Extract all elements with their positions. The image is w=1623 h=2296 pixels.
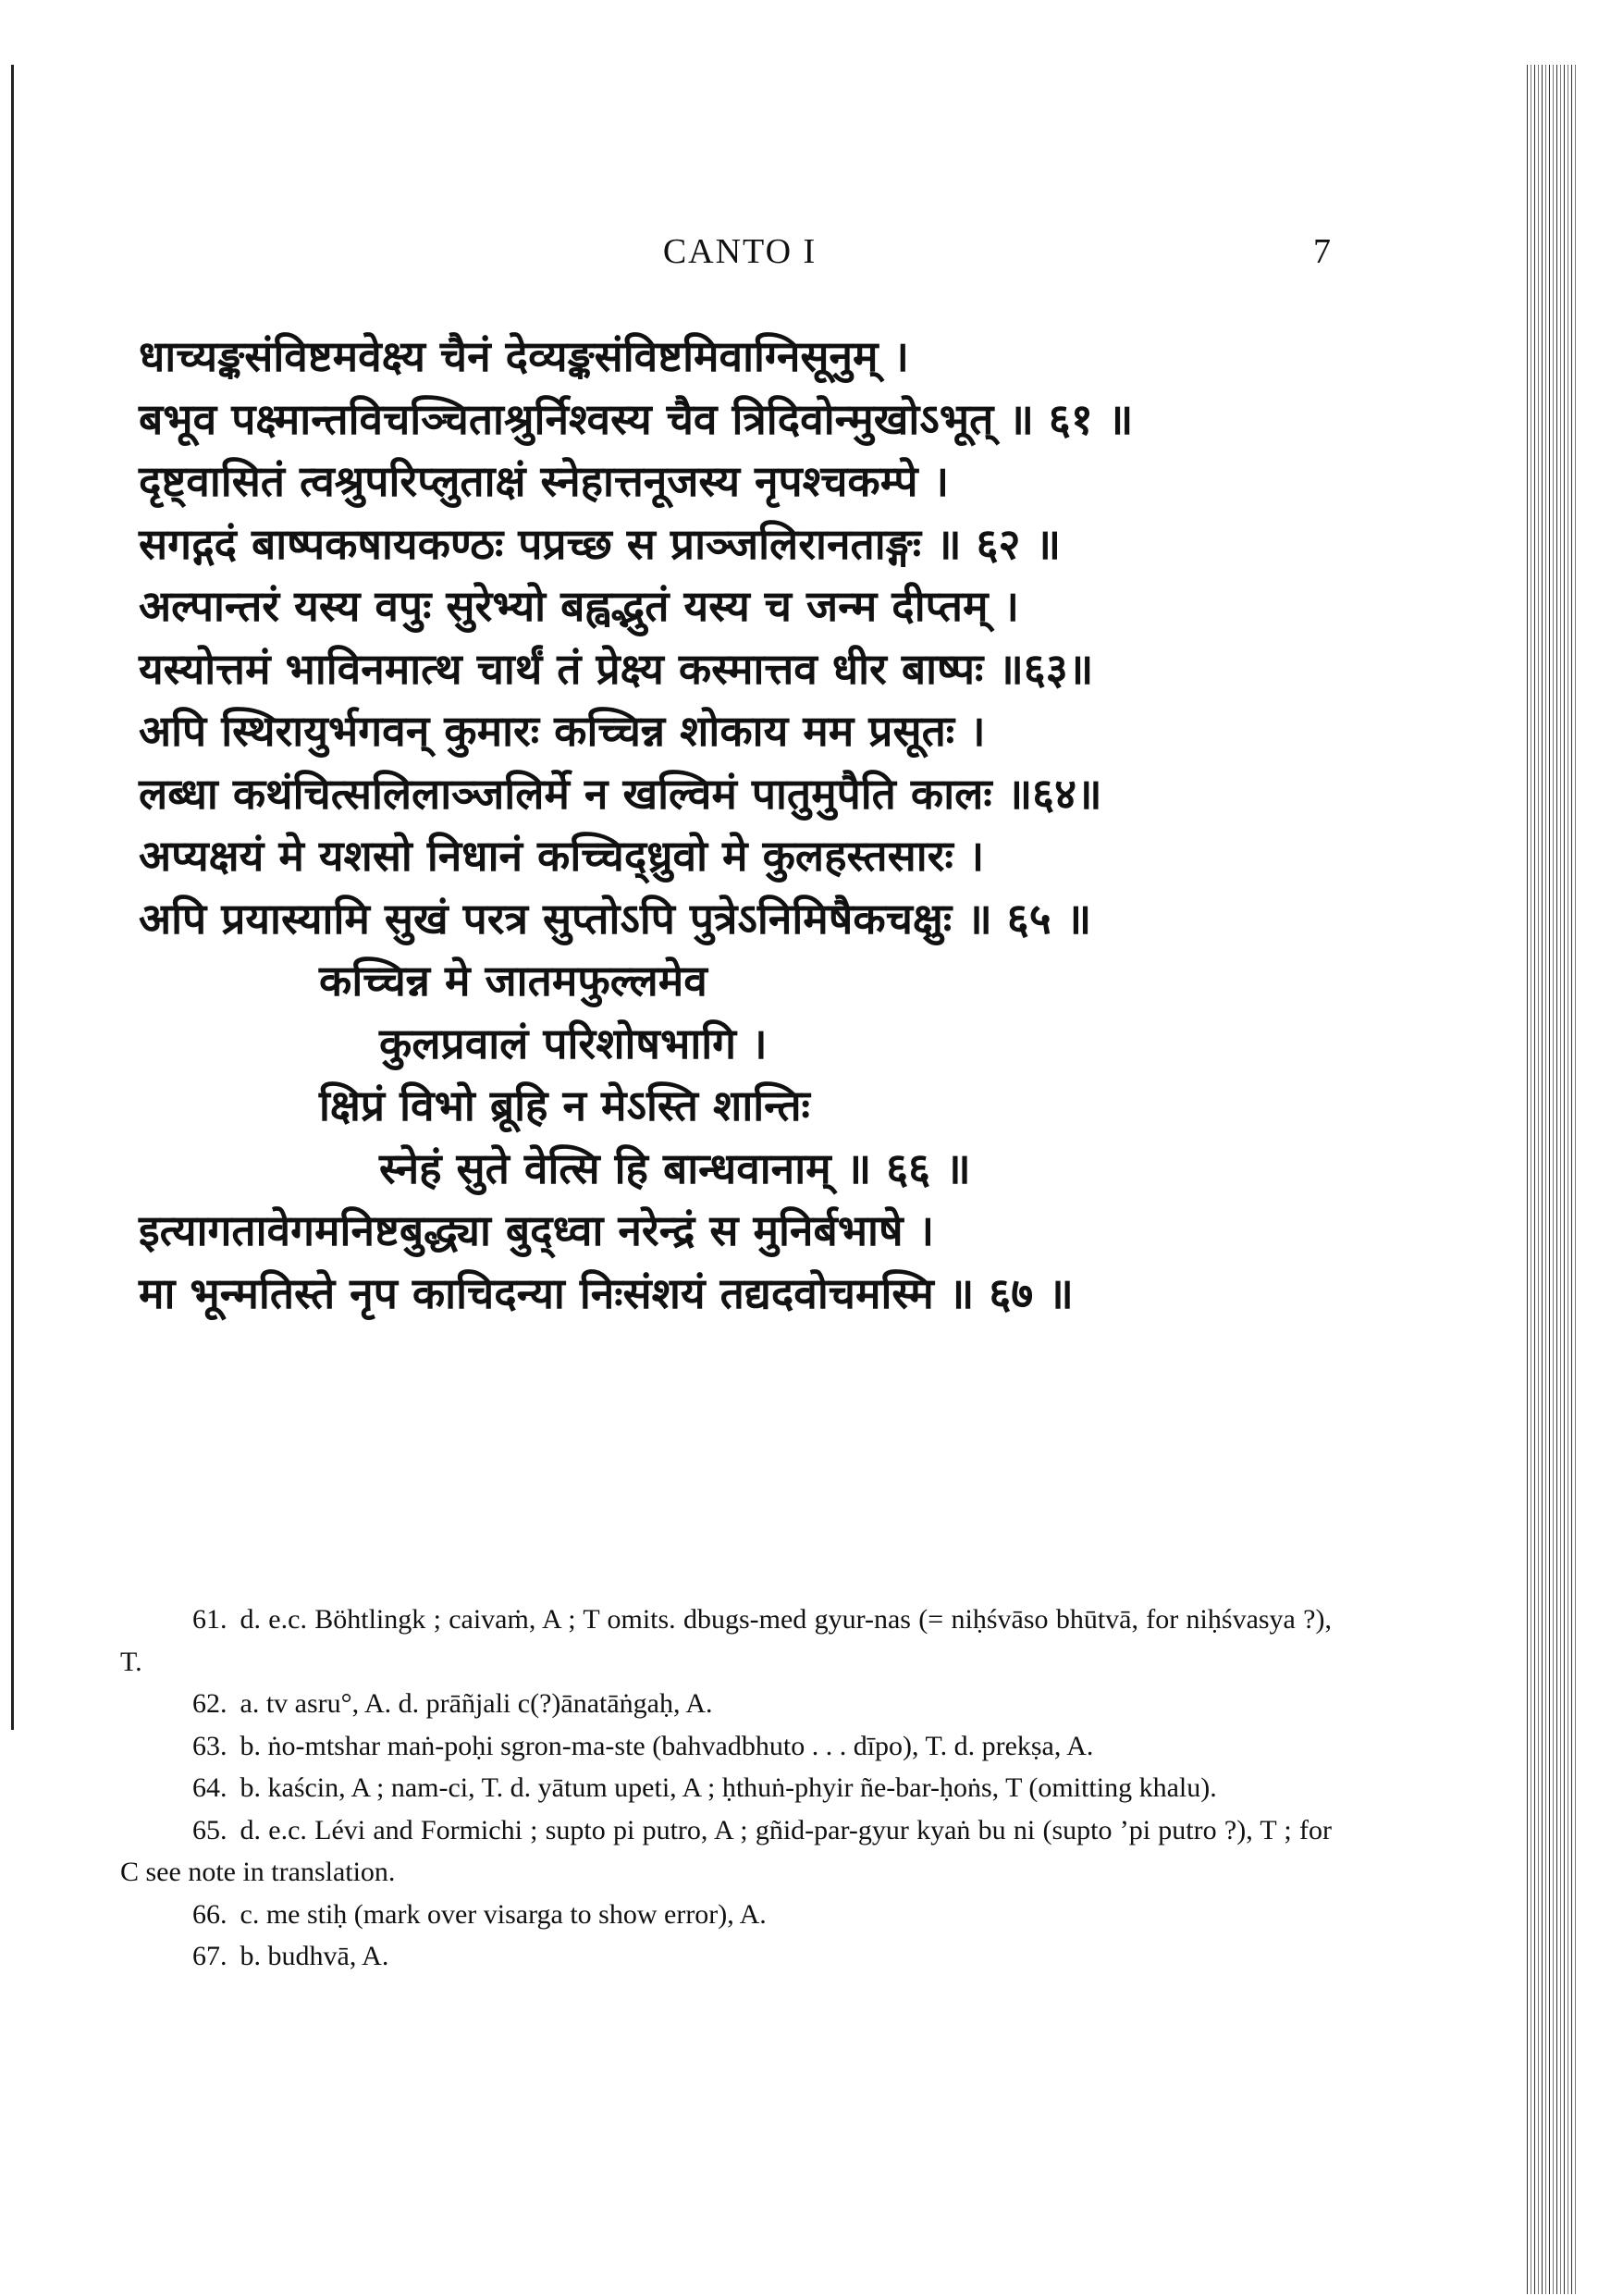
verse-line: मा भून्मतिस्ते नृप काचिदन्या निःसंशयं तद्यदवोचमस्मि ॥ ६७ ॥ bbox=[139, 1267, 1074, 1318]
verse-line: कुलप्रवालं परिशोषभागि । bbox=[379, 1018, 768, 1068]
verse-line: स्नेहं सुते वेत्सि हि बान्धवानाम् ॥ ६६ ॥ bbox=[379, 1142, 971, 1193]
verse-line: कच्चिन्न मे जातमफुल्लमेव bbox=[319, 956, 707, 1006]
footnote-number: 63. bbox=[192, 1730, 227, 1761]
verse-line: लब्धा कथंचित्सलिलाञ्जलिर्मे न खल्विमं पातुमुपैति कालः ॥६४॥ bbox=[139, 768, 1102, 819]
canto-title: CANTO I bbox=[662, 232, 818, 271]
verse-line: इत्यागतावेगमनिष्टबुद्ध्या बुद्ध्वा नरेन्द्रं स मुनिर्बभाषे । bbox=[139, 1205, 935, 1255]
footnote-number: 67. bbox=[192, 1941, 227, 1971]
footnote-text: c. me stiḥ (mark over visarga to show error), A. bbox=[240, 1898, 767, 1930]
footnote-text: d. e.c. Lévi and Formichi ; supto pi putro, A ; gñid-par-gyur kyaṅ bu ni (supto ’pi putro ?), T ; for C see note in translation. bbox=[120, 1814, 1332, 1887]
verse-line: अप्यक्षयं मे यशसो निधानं कच्चिद्ध्रुवो मे कुलहस्तसारः । bbox=[139, 831, 985, 881]
verse-line: यस्योत्तमं भाविनमात्थ चार्थं तं प्रेक्ष्य कस्मात्तव धीर बाष्पः ॥६३॥ bbox=[139, 643, 1094, 694]
footnote bbox=[120, 1683, 1332, 1725]
footnote bbox=[120, 1599, 1332, 1683]
verse-line: सगद्गदं बाष्पकषायकण्ठः पप्रच्छ स प्राञ्जलिरानताङ्गः ॥ ६२ ॥ bbox=[139, 518, 1062, 569]
footnote-text: b. ṅo-mtshar maṅ-poḥi sgron-ma-ste (bahvadbhuto . . . dīpo), T. d. prekṣa, A. bbox=[240, 1730, 1094, 1761]
page-edge-line bbox=[11, 65, 14, 1730]
footnote-number: 62. bbox=[192, 1688, 227, 1719]
footnote-text: d. e.c. Böhtlingk ; caivaṁ, A ; T omits. dbugs-med gyur-nas (= niḥśvāso bhūtvā, for niḥśvasya ?), T. bbox=[120, 1604, 1332, 1677]
verse-line: क्षिप्रं विभो ब्रूहि न मेऽस्ति शान्तिः bbox=[319, 1080, 810, 1130]
binding-edge bbox=[1524, 65, 1578, 2294]
sanskrit-verses bbox=[139, 326, 1341, 1325]
footnote bbox=[120, 1894, 1332, 1936]
footnote bbox=[120, 1935, 1332, 1978]
footnote-number: 64. bbox=[192, 1772, 227, 1803]
verse-line: अपि प्रयास्यामि सुखं परत्र सुप्तोऽपि पुत्रेऽनिमिषैकचक्षुः ॥ ६५ ॥ bbox=[139, 893, 1092, 944]
verse-line: बभूव पक्ष्मान्तविचञ्चिताश्रुर्निश्वस्य चैव त्रिदिवोन्मुखोऽभूत् ॥ ६१ ॥ bbox=[139, 393, 1134, 444]
footnotes bbox=[120, 1599, 1332, 1978]
verse-line: अपि स्थिरायुर्भगवन् कुमारः कच्चिन्न शोकाय मम प्रसूतः । bbox=[139, 706, 986, 756]
footnote bbox=[120, 1767, 1332, 1809]
footnote-number: 65. bbox=[192, 1814, 227, 1845]
footnote bbox=[120, 1809, 1332, 1894]
footnote bbox=[120, 1725, 1332, 1768]
running-header bbox=[0, 231, 1517, 278]
footnote-number: 61. bbox=[192, 1604, 227, 1635]
footnote-text: b. kaścin, A ; nam-ci, T. d. yātum upeti, A ; ḥthuṅ-phyir ñe-bar-ḥoṅs, T (omitting khalu). bbox=[240, 1772, 1217, 1803]
footnote-number: 66. bbox=[192, 1898, 227, 1930]
verse-line: दृष्ट्वासितं त्वश्रुपरिप्लुताक्षं स्नेहात्तनूजस्य नृपश्चकम्पे । bbox=[139, 456, 950, 506]
verse-line: धाच्यङ्कसंविष्टमवेक्ष्य चैनं देव्यङ्कसंविष्टमिवाग्निसूनुम् । bbox=[139, 331, 909, 381]
footnote-text: b. budhvā, A. bbox=[240, 1941, 389, 1971]
footnote-text: a. tv asru°, A. d. prāñjali c(?)ānatāṅgaḥ, A. bbox=[240, 1688, 713, 1719]
page-number: 7 bbox=[1313, 232, 1331, 271]
verse-line: अल्पान्तरं यस्य वपुः सुरेभ्यो बह्वद्भुतं यस्य च जन्म दीप्तम् । bbox=[139, 581, 1019, 631]
